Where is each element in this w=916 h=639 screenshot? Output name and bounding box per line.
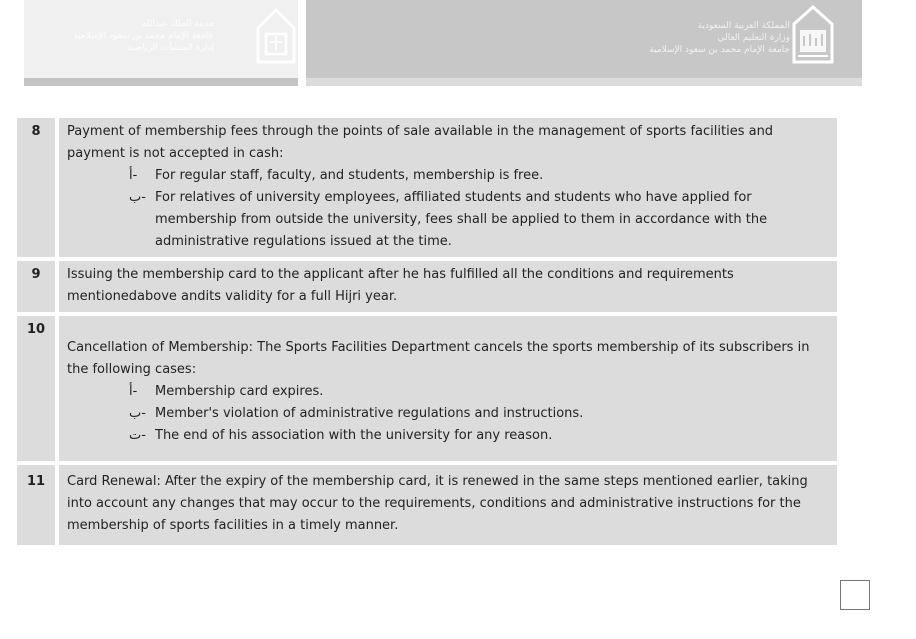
row-text: Cancellation of Membership: The Sports Facilities Department cancels the sports membership of its subscribers in the following cases: [67,340,810,377]
list-item-text: For regular staff, faculty, and students, membership is free. [155,168,544,183]
row-text-cell [59,316,837,465]
row-number: 10 [17,316,59,465]
list-item [93,187,833,253]
header-left-text [64,18,214,54]
list-marker: ب- [129,406,146,421]
row-text: Card Renewal: After the expiry of the membership card, it is renewed in the same steps mentioned earlier, taking into account any changes that may occur to the requirements, conditions and administrative instructions for the membership of sports facilities in a timely manner. [67,474,808,533]
row-number: 9 [17,261,59,316]
list-item [93,381,833,403]
list-item-text: Member's violation of administrative regulations and instructions. [155,406,584,421]
table-row [17,316,837,465]
header-right-line: وزارة التعليم العالي [717,33,790,43]
row-number: 11 [17,465,59,549]
header-right-text [649,20,790,56]
header-left-line: إدارة المنشآت الرياضية [127,43,214,53]
list-marker: ب- [129,190,146,205]
list-item [93,425,833,447]
list-item-text: For relatives of university employees, affiliated students and students who have applied for membership from outside the university, fees shall be applied to them in accordance with the administrative regulations issued at the time. [155,190,768,249]
list-item-text: The end of his association with the university for any reason. [155,428,553,443]
table-row [17,465,837,549]
list-item [93,403,833,425]
membership-rules-table [17,118,837,549]
header-right-line: جامعة الإمام محمد بن سعود الإسلامية [649,45,790,55]
table-row [17,261,837,316]
row-number: 8 [17,118,59,261]
list-marker: أ- [129,168,138,183]
header-left-line: مدينة الملك عبدالله [141,19,214,29]
row-text-cell [59,465,837,549]
table-row [17,118,837,261]
row-text: Issuing the membership card to the applicant after he has fulfilled all the conditions and requirements mentionedabove andits validity for a full Hijri year. [67,267,734,304]
header-right-panel [306,0,862,78]
university-logo [790,4,836,66]
list-marker: أ- [129,384,138,399]
list-item-text: Membership card expires. [155,384,324,399]
header-right-line: المملكة العربية السعودية [697,21,790,31]
header-left-underline [24,78,298,86]
row-text: Payment of membership fees through the points of sale available in the management of sports facilities and payment is not accepted in cash: [67,124,774,161]
list-marker: ت- [129,428,146,443]
list-item [93,165,833,187]
header-left-line: جامعة الإمام محمد بن سعود الإسلامية [73,31,214,41]
sports-facilities-logo [254,6,298,66]
row-text-cell [59,118,837,261]
checkbox[interactable] [840,580,870,610]
row-text-cell [59,261,837,316]
header-left-panel [24,0,298,78]
header-right-underline [306,78,862,86]
